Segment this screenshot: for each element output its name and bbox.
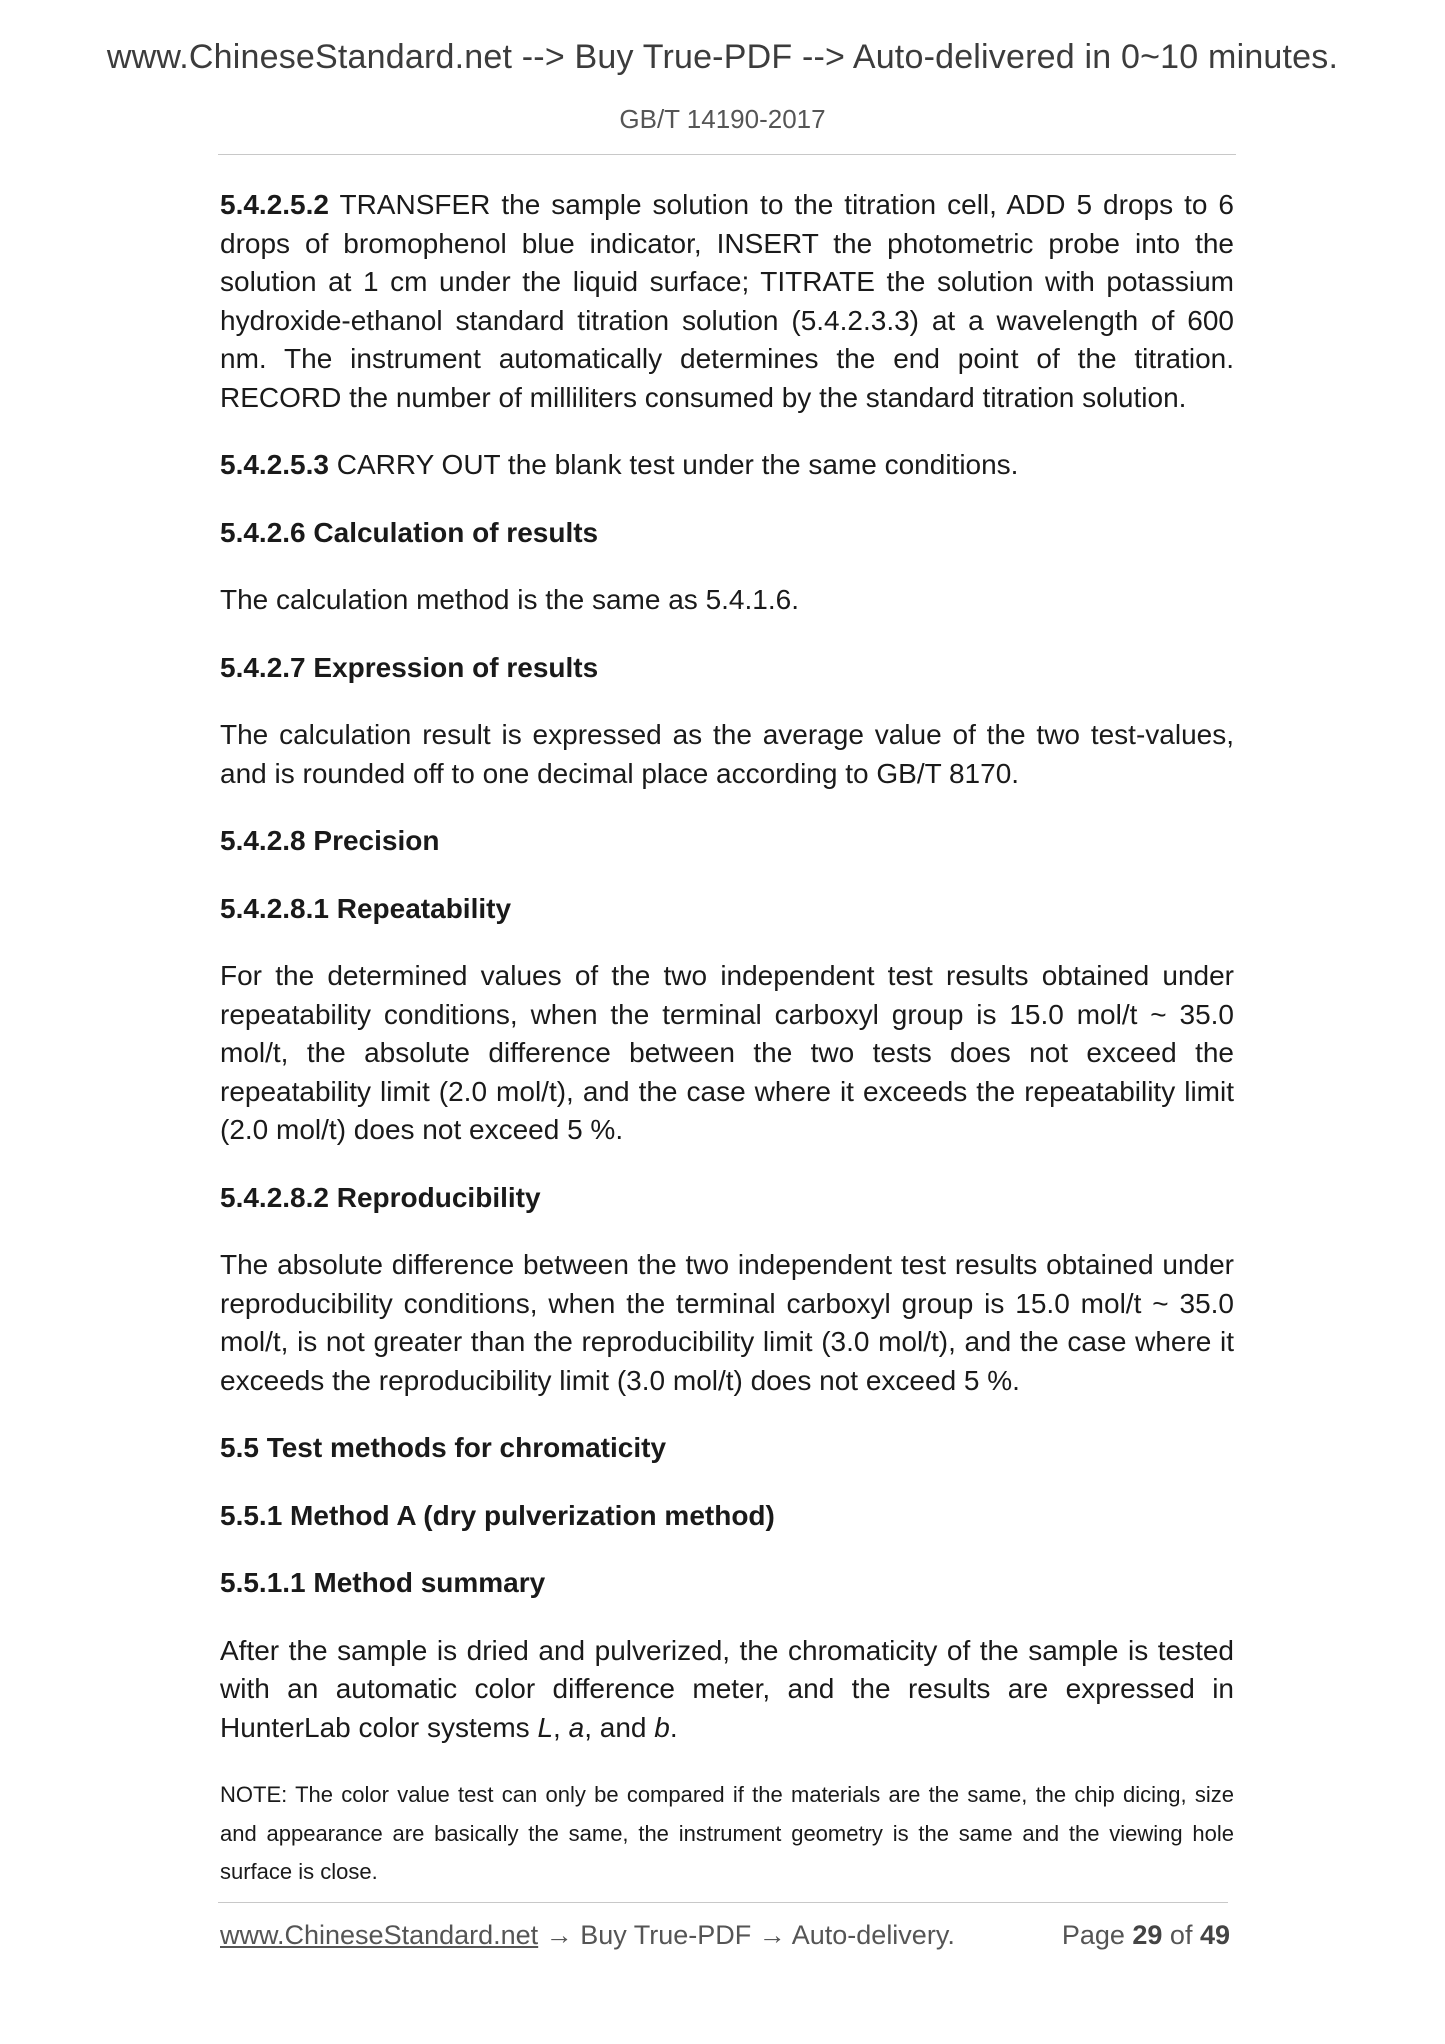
variable-l: L: [537, 1711, 554, 1743]
document-code: GB/T 14190-2017: [619, 104, 826, 134]
period: .: [669, 1711, 678, 1743]
separator: ,: [553, 1711, 569, 1743]
footer-site-link[interactable]: www.ChineseStandard.net: [220, 1920, 539, 1950]
heading-method-a: 5.5.1 Method A (dry pulverization method): [220, 1499, 775, 1531]
heading-repeatability: 5.4.2.8.1 Repeatability: [220, 892, 512, 924]
page-label: Page: [1061, 1920, 1133, 1950]
heading-calculation-of-results: 5.4.2.6 Calculation of results: [220, 516, 599, 548]
variable-b: b: [654, 1711, 670, 1743]
heading-expression-of-results: 5.4.2.7 Expression of results: [220, 651, 599, 683]
separator: , and: [584, 1711, 655, 1743]
page-indicator: [1062, 1920, 1230, 1951]
footer-divider: [218, 1902, 1228, 1903]
paragraph-5-4-2-5-3: [220, 446, 1234, 485]
variable-a: a: [568, 1711, 585, 1743]
note: NOTE: The color value test can only be compared if the materials are the same, the chip dicing, size and appearance are basically the same, the instrument geometry is the same and the viewing hole surface is close.: [220, 1782, 1234, 1884]
paragraph-repeatability: For the determined values of the two independent test results obtained under repeatability conditions, when the terminal carboxyl group is 15.0 mol/t ~ 35.0 mol/t, the absolute difference between the two tests does not exceed the repeatability limit (2.0 mol/t), and the case where it exceeds the repeatability limit (2.0 mol/t) does not exceed 5 %.: [220, 960, 1234, 1145]
top-banner: www.ChineseStandard.net --> Buy True-PDF --> Auto-delivered in 0~10 minutes.: [106, 38, 1339, 76]
current-page-number: 29: [1132, 1920, 1163, 1950]
paragraph-expression: The calculation result is expressed as the average value of the two test-values, and is rounded off to one decimal place according to GB/T 8170.: [220, 719, 1234, 789]
of-label: of: [1162, 1920, 1200, 1950]
footer-tagline: → Buy True-PDF → Auto-delivery.: [538, 1920, 955, 1950]
paragraph-text: CARRY OUT the blank test under the same conditions.: [328, 449, 1019, 480]
paragraph-text: After the sample is dried and pulverized, the chromaticity of the sample is tested with an automatic color difference meter, and the results are expressed in HunterLab color systems: [220, 1634, 1234, 1743]
clause-number: 5.4.2.5.3: [220, 449, 329, 480]
paragraph-calculation: The calculation method is the same as 5.4.1.6.: [220, 584, 799, 615]
footer-left: [220, 1920, 955, 1951]
heading-method-summary: 5.5.1.1 Method summary: [220, 1567, 546, 1598]
paragraph-text: TRANSFER the sample solution to the titration cell, ADD 5 drops to 6 drops of bromophenol blue indicator, INSERT the photometric probe into the solution at 1 cm under the liquid surface; TITRATE the solution with potassium hydroxide-ethanol standard titration solution (5.4.2.3.3) at a wavelength of 600 nm. The instrument automatically determines the end point of the titration. RECORD the number of milliliters consumed by the standard titration solution.: [220, 189, 1234, 413]
page-content: [220, 186, 1234, 1892]
paragraph-reproducibility: The absolute difference between the two independent test results obtained under reproducibility conditions, when the terminal carboxyl group is 15.0 mol/t ~ 35.0 mol/t, is not greater than the reproducibility limit (3.0 mol/t), and the case where it exceeds the reproducibility limit (3.0 mol/t) does not exceed 5 %.: [220, 1249, 1234, 1396]
paragraph-method-summary: [220, 1632, 1234, 1748]
heading-reproducibility: 5.4.2.8.2 Reproducibility: [220, 1181, 541, 1213]
total-pages: 49: [1199, 1920, 1230, 1950]
heading-chromaticity-test-methods: 5.5 Test methods for chromaticity: [220, 1432, 667, 1463]
page-footer: [220, 1920, 1230, 1960]
paragraph-5-4-2-5-2: [220, 186, 1234, 417]
heading-precision: 5.4.2.8 Precision: [220, 825, 440, 856]
clause-number: 5.4.2.5.2: [220, 189, 329, 220]
header-divider: [218, 154, 1236, 155]
